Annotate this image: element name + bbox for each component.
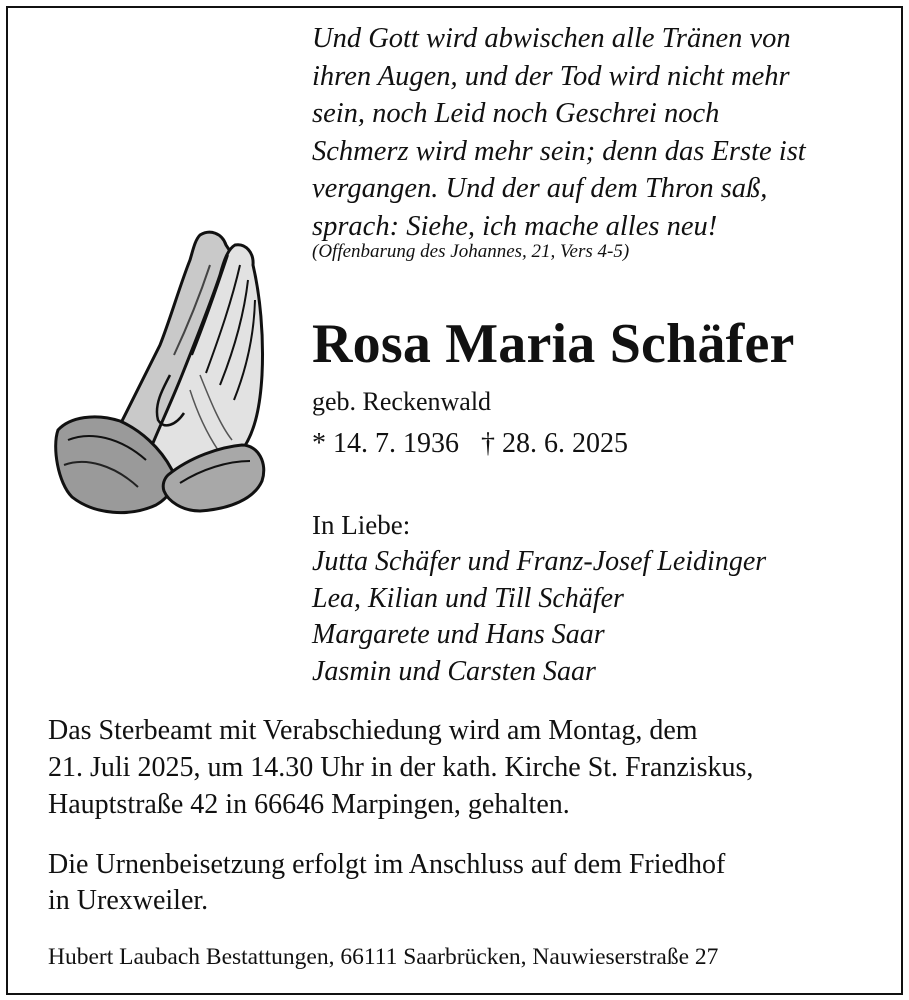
verse-line: Und Gott wird abwischen alle Tränen von xyxy=(312,23,791,54)
maiden-name: geb. Reckenwald xyxy=(312,387,492,416)
mourner-line: Lea, Kilian und Till Schäfer xyxy=(312,582,624,614)
mourners-list xyxy=(312,544,766,690)
undertaker-info: Hubert Laubach Bestattungen, 66111 Saarbrücken, Nauwieserstraße 27 xyxy=(48,944,719,970)
service-line: Hauptstraße 42 in 66646 Marpingen, gehalten. xyxy=(48,789,570,820)
burial-line: Die Urnenbeisetzung erfolgt im Anschluss auf dem Friedhof xyxy=(48,849,726,880)
death-date: † 28. 6. 2025 xyxy=(481,428,628,459)
mourner-line: Margarete und Hans Saar xyxy=(312,619,605,650)
service-line: Das Sterbeamt mit Verabschiedung wird am Montag, dem xyxy=(48,715,698,746)
mourner-line: Jutta Schäfer und Franz-Josef Leidinger xyxy=(312,546,767,577)
burial-notice xyxy=(48,847,898,919)
verse-line: sein, noch Leid noch Geschrei noch xyxy=(312,98,720,129)
verse-line: ihren Augen, und der Tod wird nicht mehr xyxy=(312,60,790,92)
praying-hands-icon xyxy=(50,225,275,530)
verse-line: sprach: Siehe, ich mache alles neu! xyxy=(312,210,718,242)
mourner-line: Jasmin und Carsten Saar xyxy=(312,655,596,687)
verse-source: (Offenbarung des Johannes, 21, Vers 4-5) xyxy=(312,241,630,262)
bible-verse xyxy=(312,20,892,245)
mourners-intro: In Liebe: xyxy=(312,510,411,540)
funeral-service-notice xyxy=(48,712,898,823)
verse-line: Schmerz wird mehr sein; denn das Erste ist xyxy=(312,135,806,167)
life-dates xyxy=(312,428,628,460)
burial-line: in Urexweiler. xyxy=(48,885,209,916)
deceased-name: Rosa Maria Schäfer xyxy=(312,313,795,375)
birth-date: * 14. 7. 1936 xyxy=(312,428,459,459)
verse-line: vergangen. Und der auf dem Thron saß, xyxy=(312,173,768,204)
service-line: 21. Juli 2025, um 14.30 Uhr in der kath. Kirche St. Franziskus, xyxy=(48,752,754,783)
